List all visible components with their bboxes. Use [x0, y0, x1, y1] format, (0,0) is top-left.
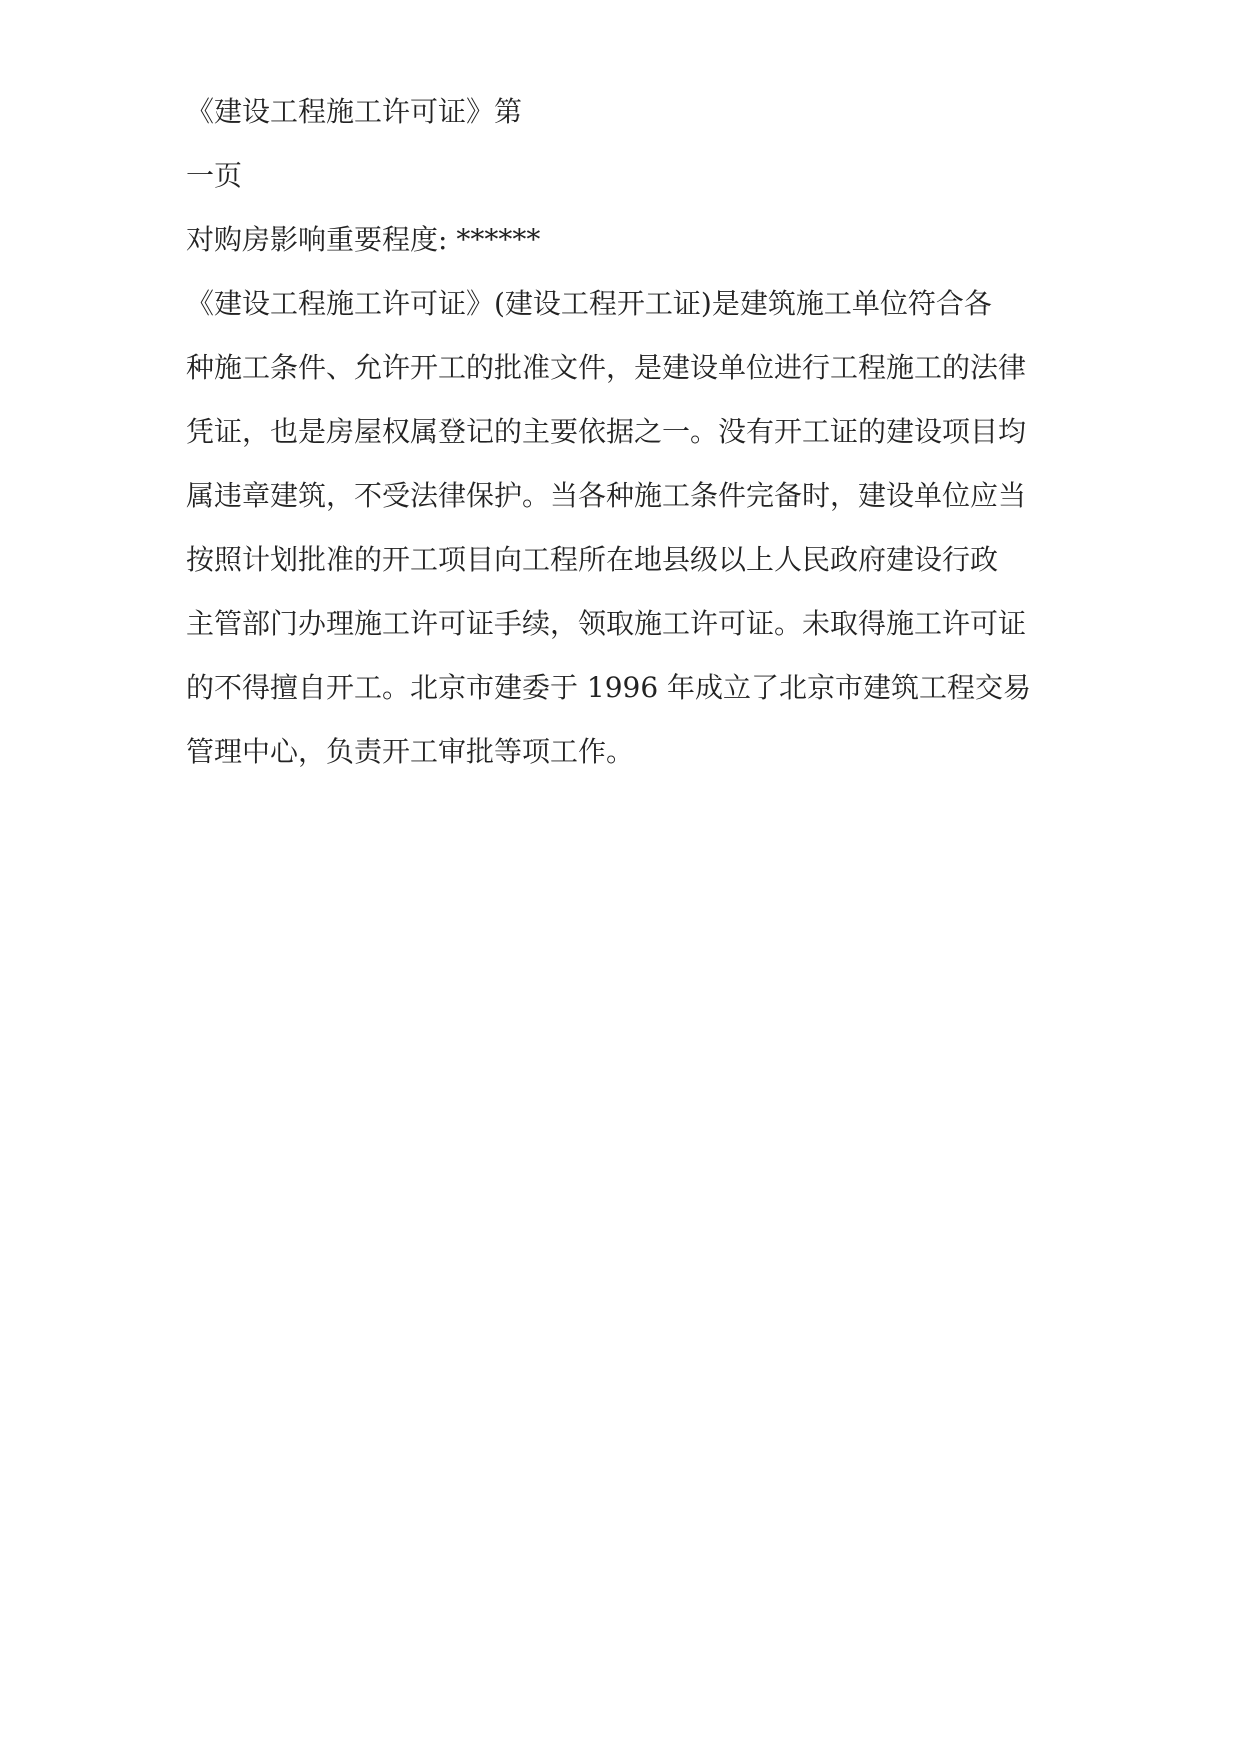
text-line: 凭证，也是房屋权属登记的主要依据之一。没有开工证的建设项目均 [186, 415, 1027, 448]
text-line: 种施工条件、允许开工的批准文件，是建设单位进行工程施工的法律 [186, 351, 1027, 384]
text-line: 一页 [186, 159, 243, 192]
text-line: 《建设工程施工许可证》第 [186, 95, 523, 128]
text-line: 主管部门办理施工许可证手续，领取施工许可证。未取得施工许可证 [186, 607, 1027, 640]
text-block [186, 80, 1056, 784]
text-line: 《建设工程施工许可证》(建设工程开工证)是建筑施工单位符合各 [186, 287, 992, 320]
text-line: 的不得擅自开工。北京市建委于 1996 年成立了北京市建筑工程交易 [186, 671, 1032, 704]
text-line: 属违章建筑，不受法律保护。当各种施工条件完备时，建设单位应当 [186, 479, 1027, 512]
text-line: 对购房影响重要程度: ****** [186, 223, 541, 256]
text-line: 管理中心，负责开工审批等项工作。 [186, 735, 635, 768]
text-line: 按照计划批准的开工项目向工程所在地县级以上人民政府建设行政 [186, 543, 999, 576]
